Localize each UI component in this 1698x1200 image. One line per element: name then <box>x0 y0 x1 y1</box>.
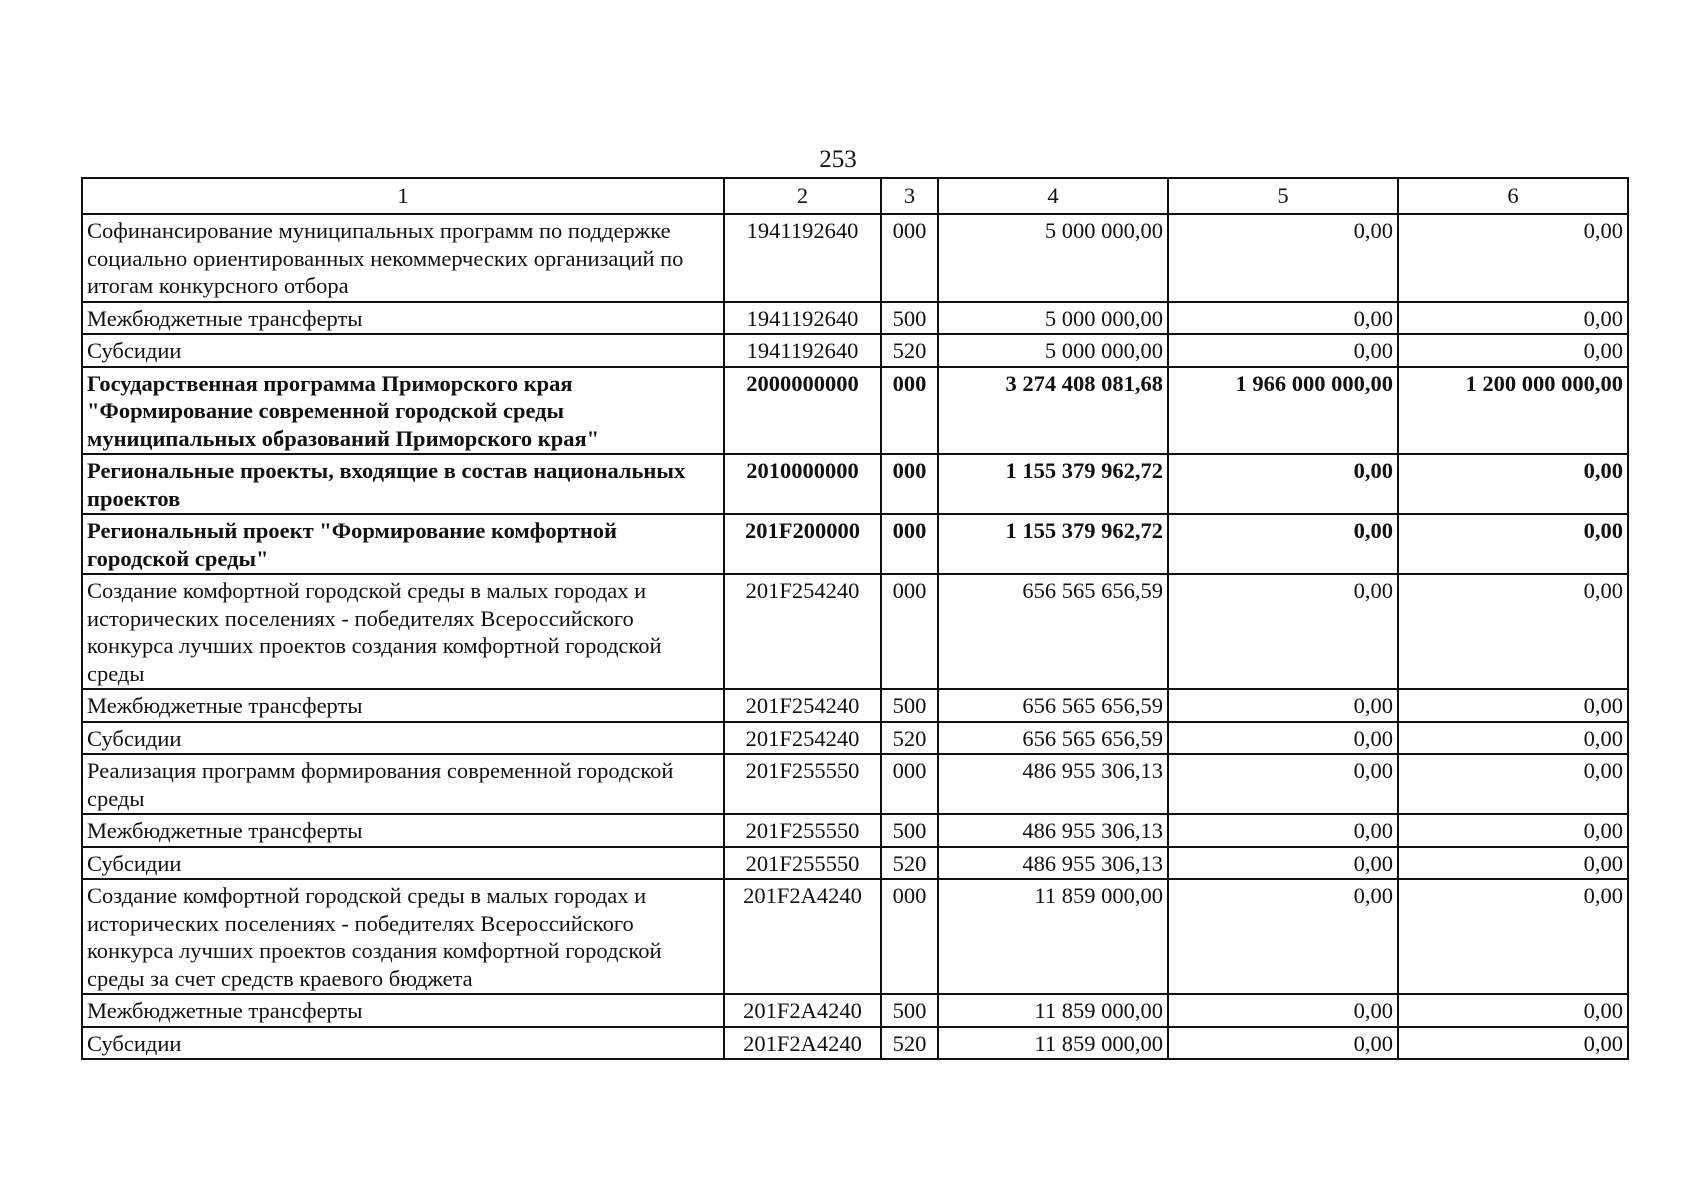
row-type-cell: 000 <box>881 514 938 574</box>
row-amount-col4-cell: 1 155 379 962,72 <box>938 454 1168 514</box>
row-amount-col6-cell: 0,00 <box>1398 722 1628 755</box>
row-name-cell: Субсидии <box>82 1027 724 1060</box>
row-type-cell: 000 <box>881 754 938 814</box>
row-type-cell: 000 <box>881 454 938 514</box>
header-col-4: 4 <box>938 178 1168 214</box>
row-code-cell: 1941192640 <box>724 334 881 367</box>
row-name-cell: Софинансирование муниципальных программ по поддержке социально ориентированных некоммерческих организаций по итогам конкурсного отбора <box>82 214 724 302</box>
row-amount-col5-cell: 0,00 <box>1168 879 1398 994</box>
row-amount-col4-cell: 11 859 000,00 <box>938 879 1168 994</box>
row-amount-col6-cell: 1 200 000 000,00 <box>1398 367 1628 455</box>
row-amount-col5-cell: 0,00 <box>1168 334 1398 367</box>
row-name-cell: Межбюджетные трансферты <box>82 814 724 847</box>
row-amount-col5-cell: 0,00 <box>1168 302 1398 335</box>
row-amount-col6-cell: 0,00 <box>1398 754 1628 814</box>
row-amount-col4-cell: 5 000 000,00 <box>938 334 1168 367</box>
header-col-5: 5 <box>1168 178 1398 214</box>
row-amount-col5-cell: 0,00 <box>1168 814 1398 847</box>
table-row <box>82 994 1628 1027</box>
row-type-cell: 500 <box>881 689 938 722</box>
table-row <box>82 514 1628 574</box>
table-row <box>82 302 1628 335</box>
row-code-cell: 201F254240 <box>724 722 881 755</box>
row-type-cell: 520 <box>881 722 938 755</box>
row-code-cell: 201F200000 <box>724 514 881 574</box>
row-name-cell: Создание комфортной городской среды в малых городах и исторических поселениях - победителях Всероссийского конкурса лучших проектов создания комфортной городской среды <box>82 574 724 689</box>
header-col-1: 1 <box>82 178 724 214</box>
row-amount-col6-cell: 0,00 <box>1398 454 1628 514</box>
table-row <box>82 754 1628 814</box>
row-name-cell: Субсидии <box>82 334 724 367</box>
table-header <box>82 178 1628 214</box>
row-amount-col4-cell: 656 565 656,59 <box>938 722 1168 755</box>
row-amount-col4-cell: 656 565 656,59 <box>938 574 1168 689</box>
row-name-cell: Межбюджетные трансферты <box>82 689 724 722</box>
row-amount-col4-cell: 5 000 000,00 <box>938 302 1168 335</box>
row-amount-col4-cell: 5 000 000,00 <box>938 214 1168 302</box>
row-name-cell: Субсидии <box>82 722 724 755</box>
row-amount-col6-cell: 0,00 <box>1398 214 1628 302</box>
row-type-cell: 000 <box>881 574 938 689</box>
row-amount-col6-cell: 0,00 <box>1398 994 1628 1027</box>
row-name-cell: Региональный проект "Формирование комфортной городской среды" <box>82 514 724 574</box>
row-amount-col5-cell: 0,00 <box>1168 1027 1398 1060</box>
row-name-cell: Создание комфортной городской среды в малых городах и исторических поселениях - победителях Всероссийского конкурса лучших проектов создания комфортной городской среды за счет средств краевого бюджета <box>82 879 724 994</box>
row-code-cell: 201F2A4240 <box>724 1027 881 1060</box>
row-name-cell: Межбюджетные трансферты <box>82 302 724 335</box>
row-type-cell: 000 <box>881 367 938 455</box>
row-amount-col5-cell: 0,00 <box>1168 214 1398 302</box>
row-amount-col4-cell: 656 565 656,59 <box>938 689 1168 722</box>
header-col-2: 2 <box>724 178 881 214</box>
row-name-cell: Региональные проекты, входящие в состав национальных проектов <box>82 454 724 514</box>
row-amount-col6-cell: 0,00 <box>1398 879 1628 994</box>
row-amount-col5-cell: 0,00 <box>1168 722 1398 755</box>
row-code-cell: 201F254240 <box>724 689 881 722</box>
row-type-cell: 500 <box>881 302 938 335</box>
row-amount-col6-cell: 0,00 <box>1398 689 1628 722</box>
row-name-cell: Реализация программ формирования современной городской среды <box>82 754 724 814</box>
table-body <box>82 214 1628 1059</box>
table-row <box>82 847 1628 880</box>
row-type-cell: 500 <box>881 814 938 847</box>
row-amount-col5-cell: 0,00 <box>1168 754 1398 814</box>
row-code-cell: 201F255550 <box>724 814 881 847</box>
row-code-cell: 1941192640 <box>724 214 881 302</box>
row-amount-col5-cell: 1 966 000 000,00 <box>1168 367 1398 455</box>
row-amount-col5-cell: 0,00 <box>1168 574 1398 689</box>
row-amount-col4-cell: 486 955 306,13 <box>938 847 1168 880</box>
table-row <box>82 722 1628 755</box>
row-name-cell: Межбюджетные трансферты <box>82 994 724 1027</box>
row-type-cell: 520 <box>881 847 938 880</box>
row-code-cell: 201F254240 <box>724 574 881 689</box>
table-row <box>82 574 1628 689</box>
row-amount-col4-cell: 486 955 306,13 <box>938 814 1168 847</box>
row-amount-col6-cell: 0,00 <box>1398 574 1628 689</box>
row-type-cell: 520 <box>881 1027 938 1060</box>
row-code-cell: 201F2A4240 <box>724 994 881 1027</box>
row-amount-col4-cell: 11 859 000,00 <box>938 1027 1168 1060</box>
table-row <box>82 334 1628 367</box>
table-row <box>82 214 1628 302</box>
row-amount-col6-cell: 0,00 <box>1398 814 1628 847</box>
table-row <box>82 1027 1628 1060</box>
row-amount-col5-cell: 0,00 <box>1168 454 1398 514</box>
row-type-cell: 000 <box>881 214 938 302</box>
row-amount-col5-cell: 0,00 <box>1168 994 1398 1027</box>
row-code-cell: 2010000000 <box>724 454 881 514</box>
table-row <box>82 367 1628 455</box>
row-name-cell: Субсидии <box>82 847 724 880</box>
row-amount-col5-cell: 0,00 <box>1168 689 1398 722</box>
row-code-cell: 201F2A4240 <box>724 879 881 994</box>
header-row <box>82 178 1628 214</box>
row-amount-col6-cell: 0,00 <box>1398 514 1628 574</box>
row-amount-col5-cell: 0,00 <box>1168 514 1398 574</box>
row-amount-col5-cell: 0,00 <box>1168 847 1398 880</box>
table-row <box>82 689 1628 722</box>
row-code-cell: 2000000000 <box>724 367 881 455</box>
row-code-cell: 201F255550 <box>724 847 881 880</box>
row-code-cell: 1941192640 <box>724 302 881 335</box>
row-amount-col4-cell: 11 859 000,00 <box>938 994 1168 1027</box>
row-type-cell: 520 <box>881 334 938 367</box>
row-amount-col6-cell: 0,00 <box>1398 847 1628 880</box>
header-col-3: 3 <box>881 178 938 214</box>
page-number: 253 <box>819 146 857 173</box>
row-amount-col4-cell: 1 155 379 962,72 <box>938 514 1168 574</box>
row-code-cell: 201F255550 <box>724 754 881 814</box>
row-amount-col6-cell: 0,00 <box>1398 1027 1628 1060</box>
row-amount-col4-cell: 3 274 408 081,68 <box>938 367 1168 455</box>
budget-table <box>81 177 1629 1060</box>
row-type-cell: 000 <box>881 879 938 994</box>
header-col-6: 6 <box>1398 178 1628 214</box>
table-row <box>82 879 1628 994</box>
row-name-cell: Государственная программа Приморского края "Формирование современной городской среды муниципальных образований Приморского края" <box>82 367 724 455</box>
table-row <box>82 814 1628 847</box>
row-amount-col4-cell: 486 955 306,13 <box>938 754 1168 814</box>
row-amount-col6-cell: 0,00 <box>1398 302 1628 335</box>
table-row <box>82 454 1628 514</box>
row-type-cell: 500 <box>881 994 938 1027</box>
row-amount-col6-cell: 0,00 <box>1398 334 1628 367</box>
